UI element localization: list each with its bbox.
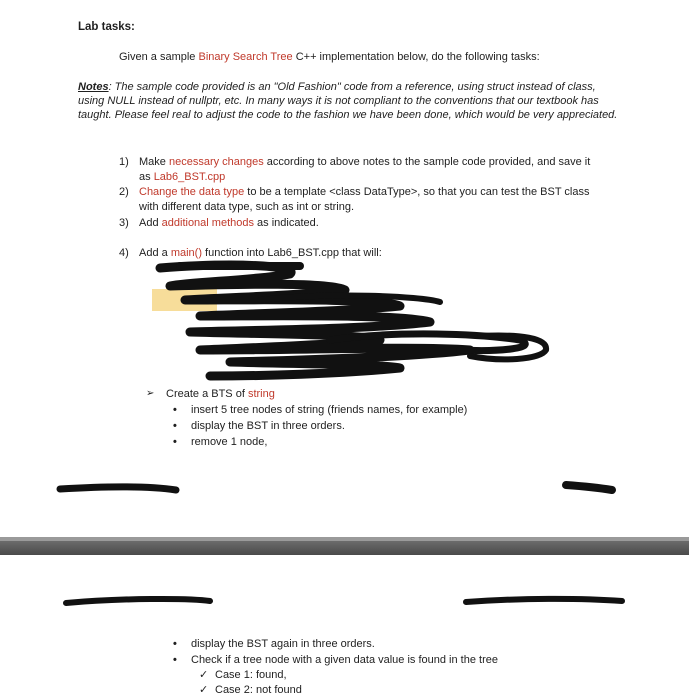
task-1-filename: Lab6_BST.cpp (153, 171, 226, 183)
task-2-number: 2) (119, 186, 129, 198)
task-1-line (139, 155, 590, 169)
string-bullet-2: • display the BST in three orders. (191, 419, 345, 433)
lab-tasks-heading: Lab tasks: (78, 21, 135, 33)
task-2-after: to be a template <class DataType>, so that you can test the BST class (244, 186, 590, 198)
intro-before: Given a sample (119, 51, 199, 63)
string-section-before: Create a BTS of (166, 388, 248, 400)
page2-check-1: ✓ Case 1: found, (215, 668, 287, 682)
task-3-after: as indicated. (253, 217, 319, 229)
string-section-highlight: string (247, 388, 275, 400)
task-3-highlight: additional methods (161, 217, 254, 229)
task-1-number: 1) (119, 156, 129, 168)
task-1-before: Make (139, 156, 169, 168)
intro-highlight: Binary Search Tree (198, 51, 293, 63)
task-1-highlight: necessary changes (168, 156, 264, 168)
string-section-heading (166, 387, 275, 401)
task-4-after: function into Lab6_BST.cpp that will: (201, 247, 382, 259)
page-break (0, 541, 689, 555)
intro-after: C++ implementation below, do the following tasks: (292, 51, 540, 63)
task-2-line2: with different data type, such as int or string. (139, 201, 355, 213)
task-3-number: 3) (119, 217, 129, 229)
page2-bullet-1: • display the BST again in three orders. (191, 637, 375, 651)
notes-label: Notes (78, 81, 109, 93)
task-4-before: Add a (139, 247, 171, 259)
task-4-highlight: main() (170, 247, 202, 259)
task-2-highlight: Change the data type (139, 186, 245, 198)
task-2-line (139, 185, 589, 199)
notes-text: : The sample code provided is an "Old Fashion" code from a reference, using struct instead of class, using NULL instead of nullptr, etc. In many ways it is not compliant to the conventions that our textbook has taught. Please feel real to adjust the code to the fashion we have been done, which would be very appreciated. (78, 81, 618, 121)
highlight-mark (152, 289, 217, 311)
notes-paragraph (78, 80, 618, 122)
task-4-number: 4) (119, 247, 129, 259)
task-1-after: according to above notes to the sample code provided, and save it (263, 156, 591, 168)
task-4-line (139, 246, 382, 260)
page2-check-2: ✓ Case 2: not found (215, 683, 302, 697)
string-bullet-1: • insert 5 tree nodes of string (friends names, for example) (191, 403, 467, 417)
page2-bullet-2: • Check if a tree node with a given data value is found in the tree (191, 653, 498, 667)
intro-line (119, 50, 540, 64)
task-3-line (139, 216, 319, 230)
task-1-line2-text: as (139, 171, 154, 183)
string-bullet-3: • remove 1 node, (191, 435, 267, 449)
task-3-before: Add (139, 217, 162, 229)
task-1-line2 (139, 170, 225, 184)
